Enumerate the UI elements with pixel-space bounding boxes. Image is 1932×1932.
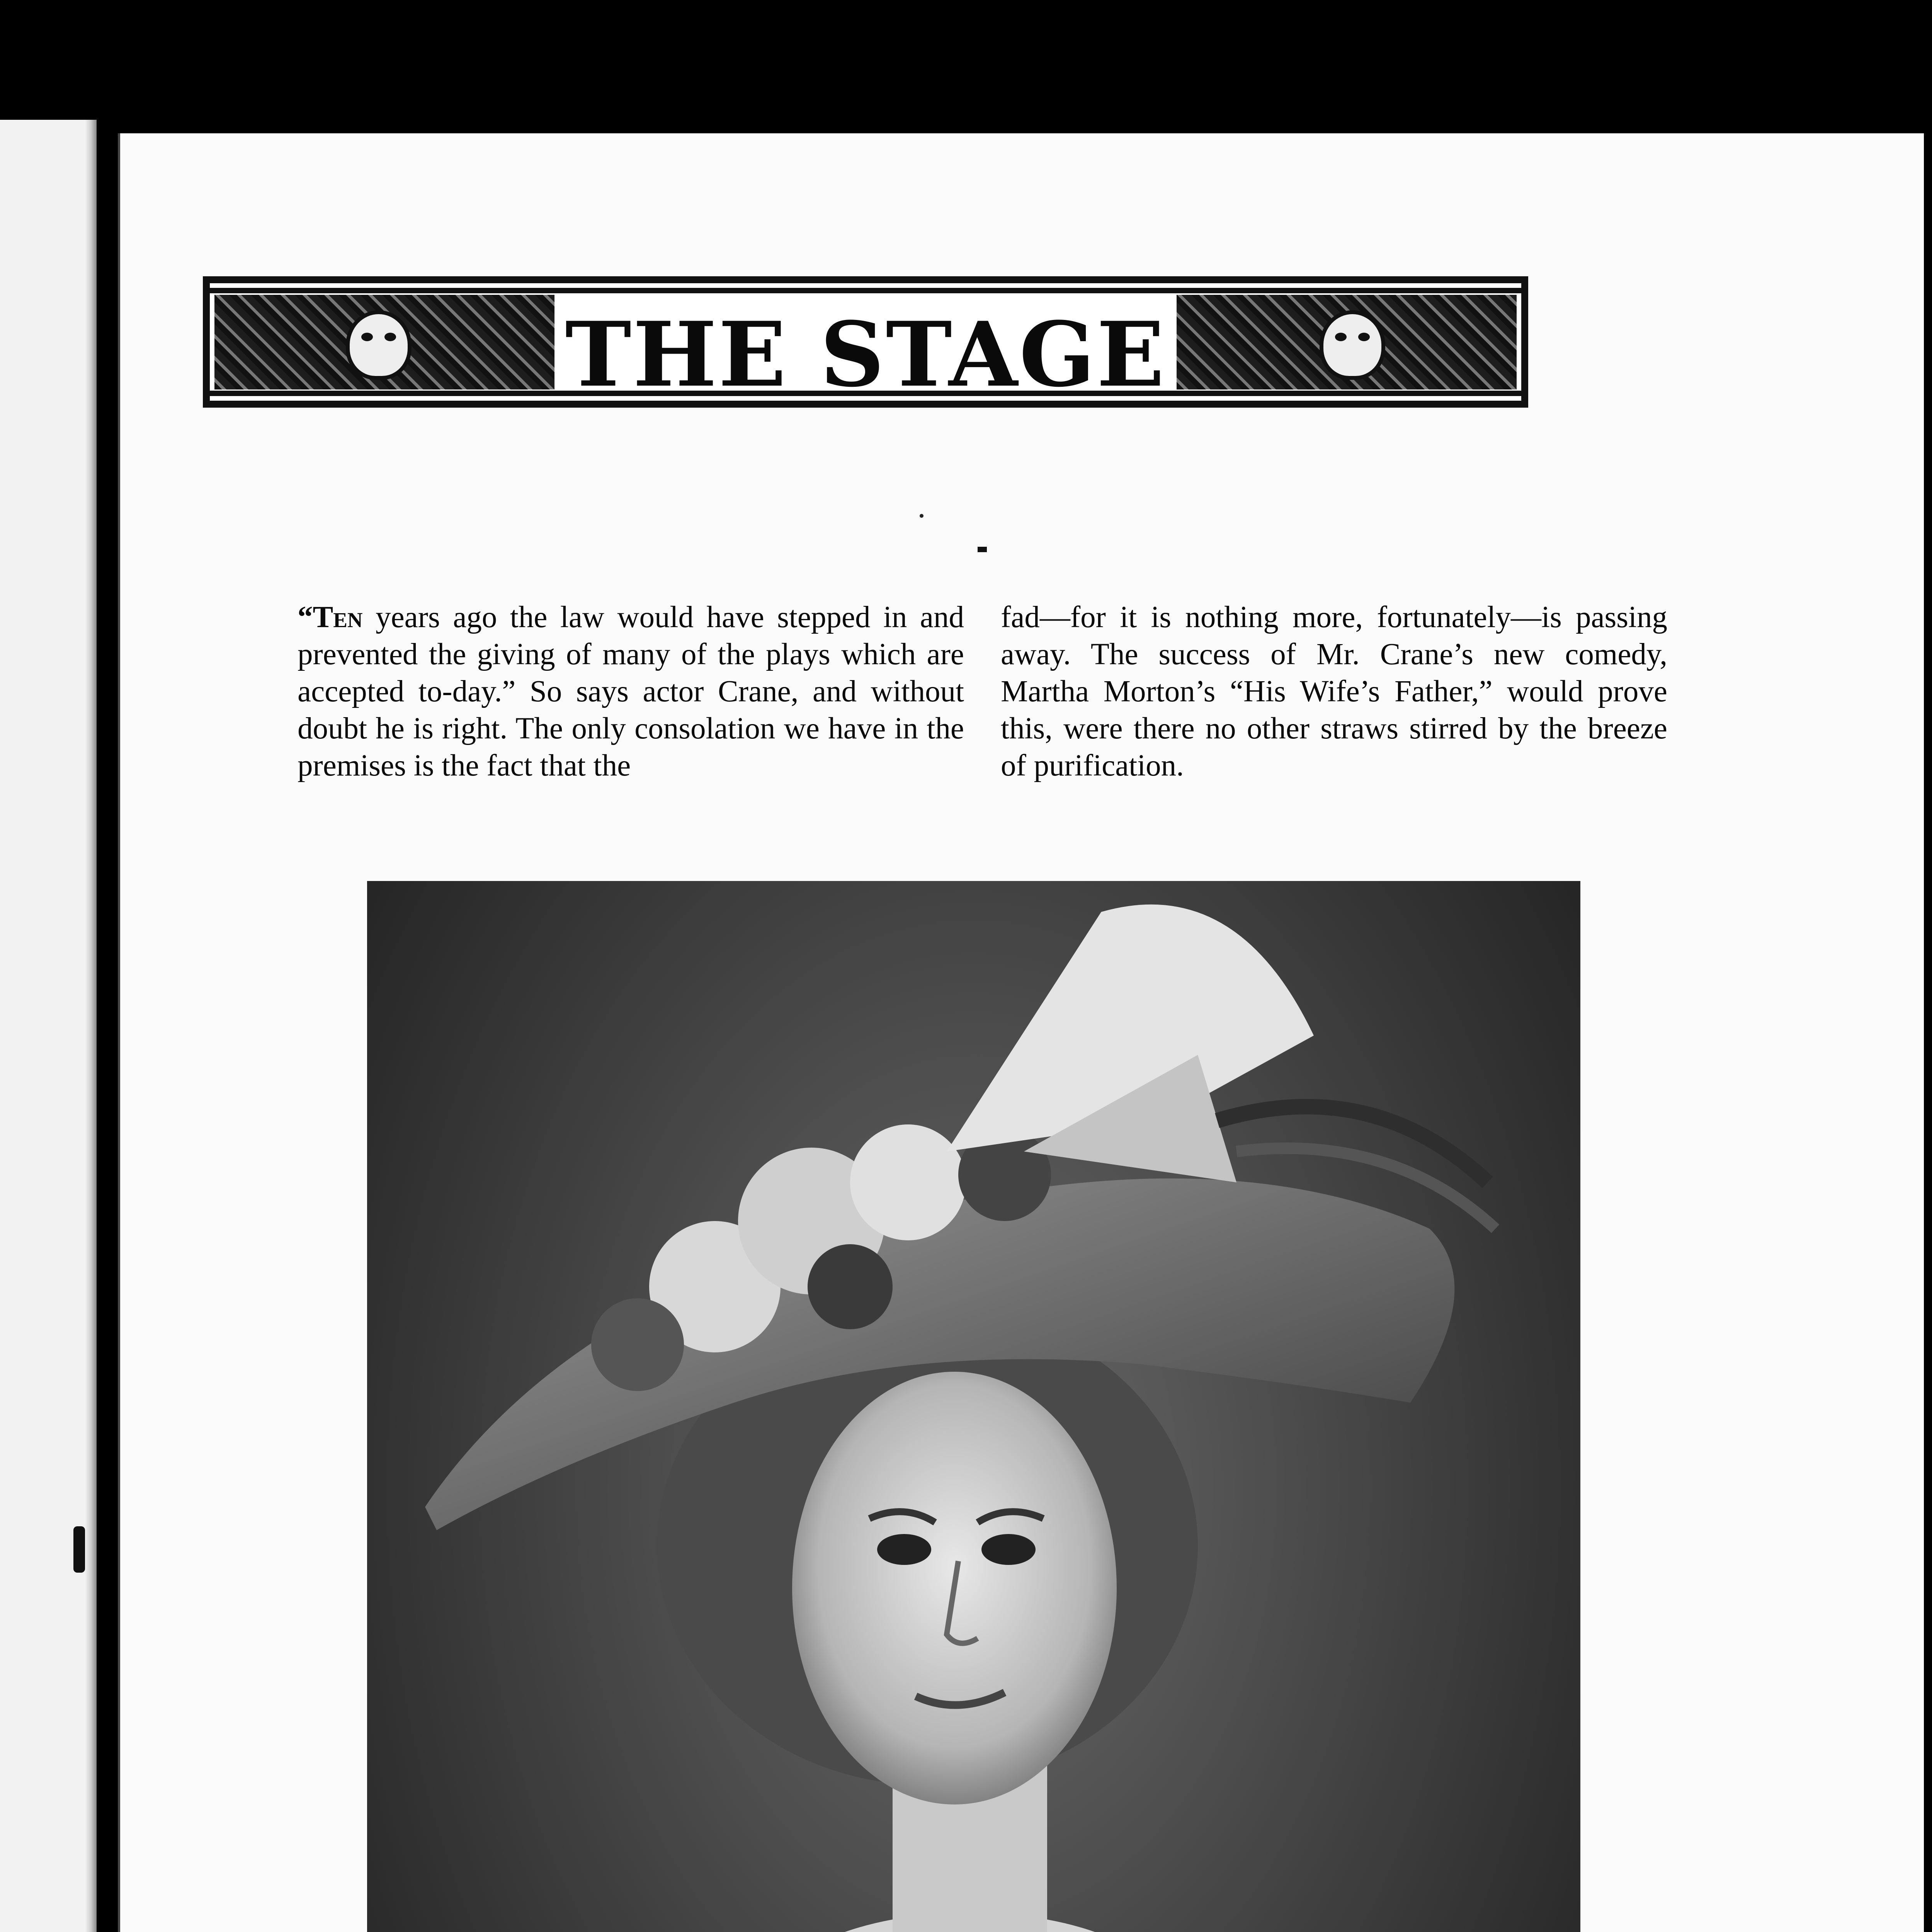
ornament-dot — [978, 547, 987, 552]
comedy-mask-icon — [346, 310, 412, 380]
article-paragraph: fad—for it is nothing more, fortunately—is passing away. The success of Mr. Crane’s new comedy, Martha Morton’s “His Wife’s Father,” would prove this, were there no other straws stirred by the breeze of purification. — [1001, 600, 1667, 782]
section-title: THE STAGE — [565, 303, 1166, 407]
print-speck — [920, 514, 923, 518]
section-banner — [203, 276, 1528, 408]
article-text: years ago the law would have stepped in and prevented the giving of many of the plays which are accepted to-day.” So says actor Crane, and without doubt he is right. The only consolation we have in the premises is the fact that the — [298, 600, 964, 782]
article-column-right — [1001, 599, 1667, 784]
portrait-image — [367, 881, 1580, 1932]
article-column-left — [298, 599, 964, 784]
page-fold — [85, 120, 97, 1932]
theatre-mask-ornament — [214, 295, 554, 389]
facing-page-edge — [0, 120, 97, 1932]
theatre-mask-ornament — [1177, 295, 1517, 389]
article-paragraph — [298, 599, 964, 784]
binding-stitch — [73, 1526, 85, 1573]
banner-rule — [210, 288, 1521, 293]
tragedy-mask-icon — [1320, 310, 1385, 380]
portrait-photograph — [367, 881, 1580, 1932]
lead-word: “Ten — [298, 600, 363, 634]
